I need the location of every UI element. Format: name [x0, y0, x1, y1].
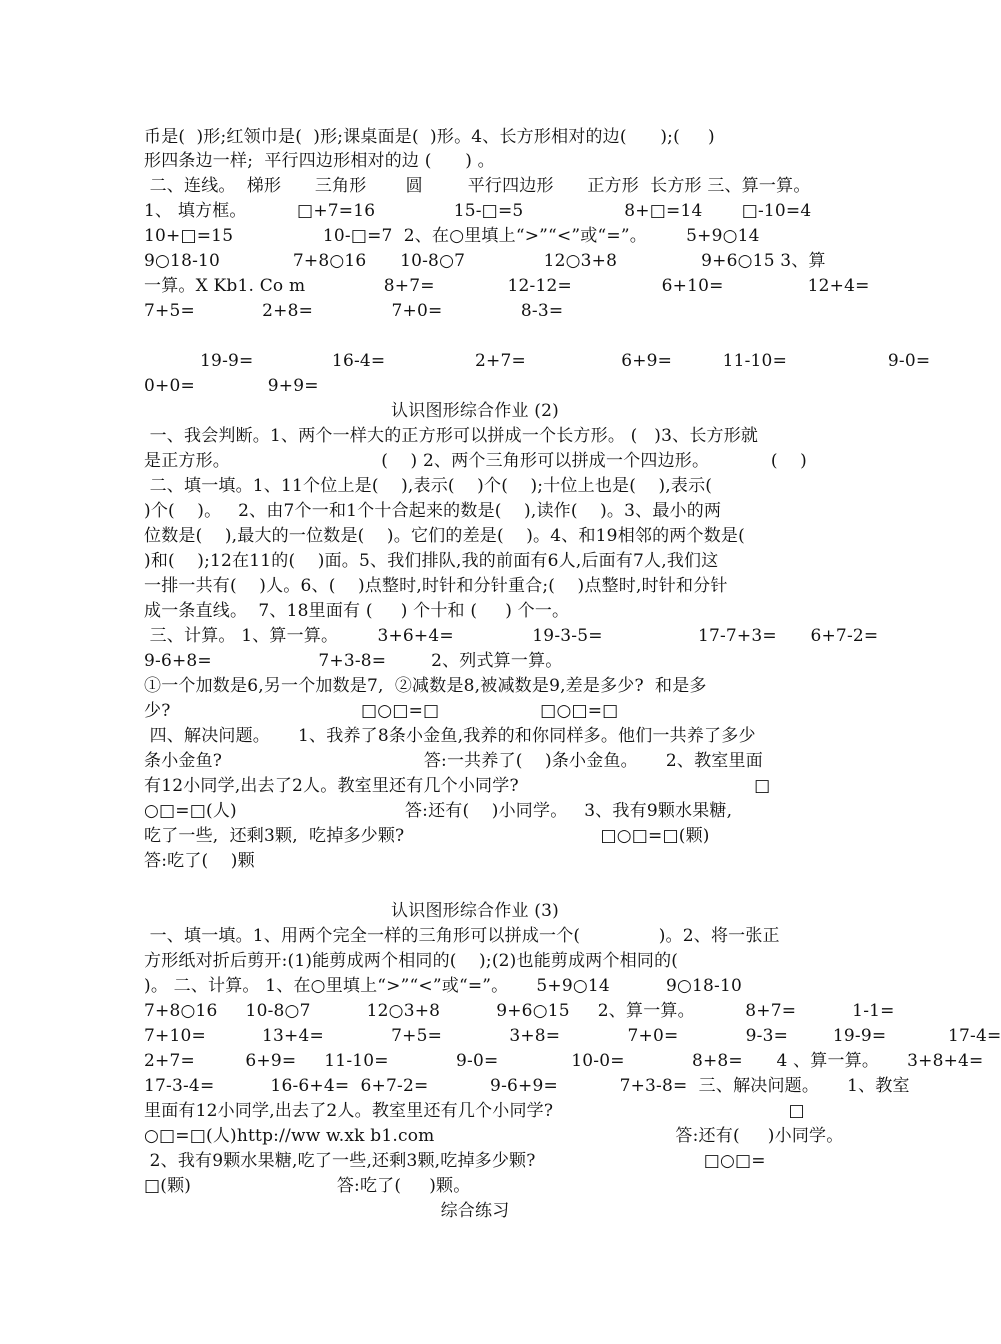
text-line: 9-6+8= 7+3-8= 2、列式算一算。: [144, 651, 563, 671]
text-line: 是正方形。 ( ) 2、两个三角形可以拼成一个四边形。 ( ): [144, 451, 807, 471]
text-line: 2+7= 6+9= 11-10= 9-0= 10-0= 8+8= 4 、算一算。 3+8+4=: [144, 1051, 984, 1071]
text-line: [144, 324, 809, 348]
text-line: 1、 填方框。 □+7=16 15-□=5 8+□=14 □-10=4: [144, 201, 812, 221]
text-line: 有12小同学,出去了2人。教室里还有几个小同学? □: [144, 776, 771, 796]
text-line: 里面有12小同学,出去了2人。教室里还有几个小同学? □: [144, 1101, 805, 1121]
text-line: 7+8○16 10-8○7 12○3+8 9+6○15 2、算一算。 8+7= 1-1=: [144, 1001, 895, 1021]
text-line: 币是( )形;红领巾是( )形;课桌面是( )形。4、长方形相对的边( );( ): [144, 127, 715, 147]
text-line: 一排一共有( )人。6、( )点整时,时针和分针重合;( )点整时,时针和分针: [144, 576, 728, 596]
text-line: 二、填一填。1、11个位上是( ),表示( )个( );十位上也是( ),表示(: [144, 476, 713, 496]
text-line: 一算。X Kb1. Co m 8+7= 12-12= 6+10= 12+4=: [144, 276, 870, 296]
text-line: 吃了一些, 还剩3颗, 吃掉多少颗? □○□=□(颗): [144, 826, 710, 846]
text-line: 三、计算。 1、算一算。 3+6+4= 19-3-5= 17-7+3= 6+7-2=: [144, 626, 879, 646]
section-title: 认识图形综合作业 (3): [391, 901, 559, 921]
text-line: 四、解决问题。 1、我养了8条小金鱼,我养的和你同样多。他们一共养了多少: [144, 726, 756, 746]
text-line: )。 二、计算。 1、在○里填上“>”“<”或“=”。 5+9○14 9○18-10: [144, 976, 743, 996]
text-line: [144, 874, 809, 898]
text-line: 17-3-4= 16-6+4= 6+7-2= 9-6+9= 7+3-8= 三、解决问题。 1、教室: [144, 1076, 910, 1096]
section-title: 认识图形综合作业 (2): [391, 401, 559, 421]
text-line: 条小金鱼? 答:一共养了( )条小金鱼。 2、教室里面: [144, 751, 763, 771]
text-line: 二、连线。 梯形 三角形 圆 平行四边形 正方形 长方形 三、算一算。: [144, 176, 811, 196]
text-line: 0+0= 9+9=: [144, 376, 319, 396]
text-line: )个( )。 2、由7个一和1个十合起来的数是( ),读作( )。3、最小的两: [144, 501, 722, 521]
section-title: 综合练习: [440, 1201, 510, 1221]
text-line: ①一个加数是6,另一个加数是7, ②减数是8,被减数是9,差是多少? 和是多: [144, 676, 707, 696]
text-line: 形四条边一样; 平行四边形相对的边 ( ) 。: [144, 151, 495, 171]
text-line: 一、填一填。1、用两个完全一样的三角形可以拼成一个( )。2、将一张正: [144, 926, 780, 946]
text-line: ○□=□(人) 答:还有( )小同学。 3、我有9颗水果糖,: [144, 801, 733, 821]
text-line: 一、我会判断。1、两个一样大的正方形可以拼成一个长方形。 ( )3、长方形就: [144, 426, 759, 446]
text-line: 9○18-10 7+8○16 10-8○7 12○3+8 9+6○15 3、算: [144, 251, 826, 271]
text-line: 方形纸对折后剪开:(1)能剪成两个相同的( );(2)也能剪成两个相同的(: [144, 951, 679, 971]
text-line: 答:吃了( )颗: [144, 851, 255, 871]
text-line: 7+5= 2+8= 7+0= 8-3=: [144, 301, 564, 321]
text-line: 2、我有9颗水果糖,吃了一些,还剩3颗,吃掉多少颗? □○□=: [144, 1151, 766, 1171]
text-line: □(颗) 答:吃了( )颗。: [144, 1176, 471, 1196]
text-line: 位数是( ),最大的一位数是( )。它们的差是( )。4、和19相邻的两个数是(: [144, 526, 745, 546]
text-line: 成一条直线。 7、18里面有 ( ) 个十和 ( ) 个一。: [144, 601, 570, 621]
text-line: 少? □○□=□ □○□=□: [144, 701, 619, 721]
text-line: 19-9= 16-4= 2+7= 6+9= 11-10= 9-0=: [144, 351, 931, 371]
text-line: 10+□=15 10-□=7 2、在○里填上“>”“<”或“=”。 5+9○14: [144, 226, 760, 246]
text-line: ○□=□(人)http://ww w.xk b1.com 答:还有( )小同学。: [144, 1126, 844, 1146]
text-line: 7+10= 13+4= 7+5= 3+8= 7+0= 9-3= 19-9= 17-4=: [144, 1026, 1001, 1046]
text-line: )和( );12在11的( )面。5、我们排队,我的前面有6人,后面有7人,我们这: [144, 551, 719, 571]
